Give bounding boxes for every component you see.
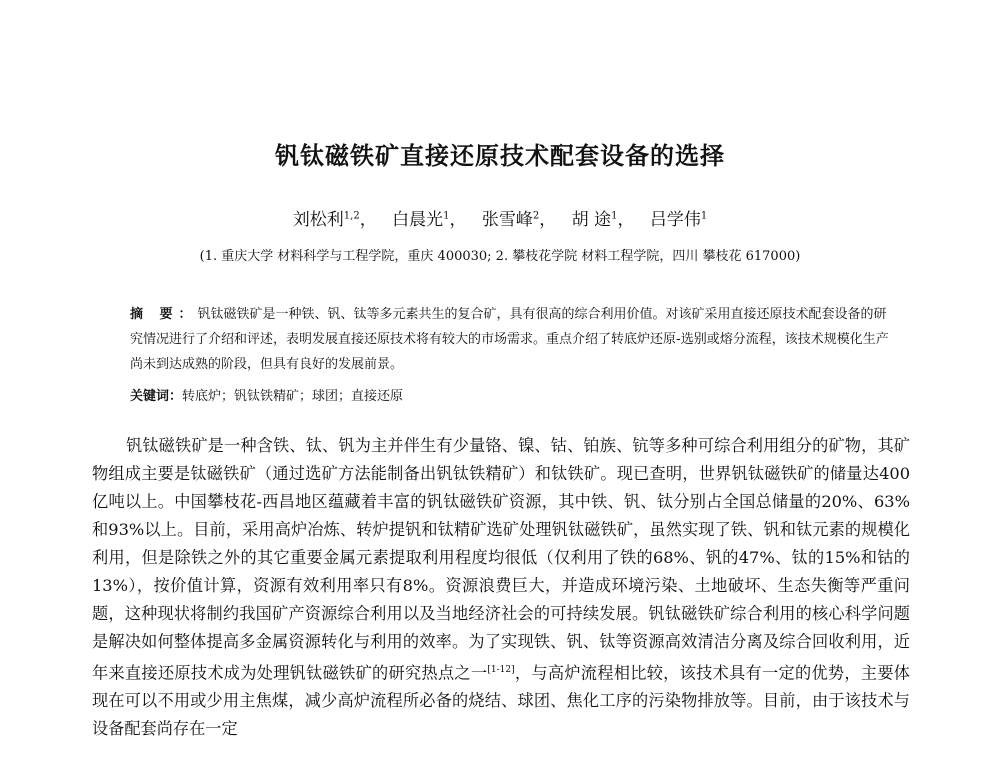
author: 吕学伟$^1$	[649, 210, 708, 230]
keywords-label: 关键词：	[130, 389, 183, 404]
author-affil-mark: 1	[700, 210, 708, 222]
body-text-part: ，与高炉流程相比较，该技术具有一定的优势，主要体现在可以不用或少用主焦煤，减少高炉流程所必备的烧结、球团、焦化工序的污染物排放等。目前，由于该技术与设备配套尚存在一定	[92, 663, 910, 739]
author: 张雪峰$^2$	[481, 210, 540, 230]
author: 胡 途$^1$	[571, 210, 618, 230]
author-affil-mark: 1	[611, 210, 618, 222]
affiliation: (1. 重庆大学 材料科学与工程学院，重庆 400030; 2. 攀枝花学院 材料工程学院，四川 攀枝花 617000)	[199, 249, 801, 264]
body-text-part: 钒钛磁铁矿是一种含铁、钛、钒为主并伴生有少量铬、镍、钴、铂族、钪等多种可综合利用组分的矿物，其矿物组成主要是钛磁铁矿（通过选矿方法能制备出钒钛铁精矿）和钛铁矿。现已查明，世界钒钛磁铁矿的储量达400亿吨以上。中国攀枝花-西昌地区蕴藏着丰富的钒钛磁铁矿资源，其中铁、钒、钛分别占全国总储量的20%、63%和93%以上。目前，采用高炉冶炼、转炉提钒和钛精矿选矿处理钒钛磁铁矿，虽然实现了铁、钒和钛元素的规模化利用，但是除铁之外的其它重要金属元素提取利用程度均很低（仅利用了铁的68%、钒的47%、钛的15%和钴的13%），按价值计算，资源有效利用率只有8%。资源浪费巨大，并造成环境污染、土地破坏、生态失衡等严重问题，这种现状将制约我国矿产资源综合利用以及当地经济社会的可持续发展。钒钛磁铁矿综合利用的核心科学问题是解决如何整体提高多金属资源转化与利用的效率。为了实现铁、钒、钛等资源高效清洁分离及综合回收利用，近年来直接还原技术成为处理钒钛磁铁矿的研究热点之一	[92, 436, 910, 683]
author-affil-mark: 1	[443, 210, 450, 222]
citation-ref: [1-12]	[487, 665, 515, 675]
author: 刘松利$^{1,2}$	[292, 210, 360, 230]
abstract	[130, 302, 890, 377]
keywords	[130, 387, 890, 407]
author: 白晨光$^1$	[392, 210, 450, 230]
body-paragraph	[92, 432, 910, 743]
keywords-text: 转底炉；钒钛铁精矿；球团；直接还原	[182, 389, 404, 404]
abstract-text: 钒钛磁铁矿是一种铁、钒、钛等多元素共生的复合矿，具有很高的综合利用价值。对该矿采用直接还原技术配套设备的研究情况进行了介绍和评述，表明发展直接还原技术将有较大的市场需求。重点介绍了转底炉还原-选别或熔分流程，该技术规模化生产尚未到达成熟的阶段，但具有良好的发展前景。	[130, 307, 889, 372]
abstract-label: 摘 要：	[130, 307, 198, 322]
author-list: 刘松利$^{1,2}$， 白晨光$^1$， 张雪峰$^2$， 胡 途$^1$， 吕学伟$^1$	[292, 210, 708, 230]
paper-title: 钒钛磁铁矿直接还原技术配套设备的选择	[275, 142, 725, 170]
author-affil-mark: 1,2	[343, 210, 360, 222]
author-affil-mark: 2	[532, 210, 540, 222]
